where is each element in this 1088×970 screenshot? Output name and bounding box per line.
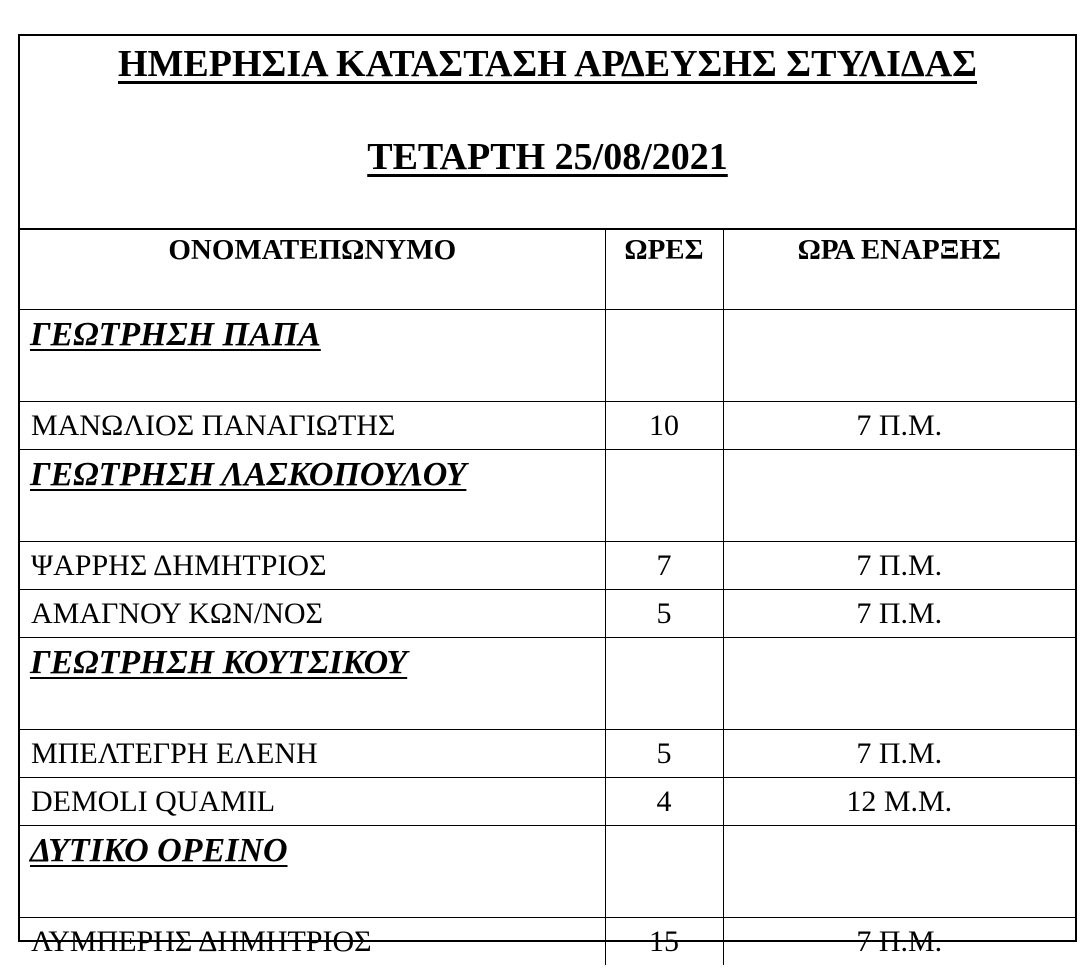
column-header-start-time: ΩΡΑ ΕΝΑΡΞΗΣ	[723, 228, 1075, 310]
section-title-cell	[20, 310, 605, 402]
section-title: ΔΥΤΙΚΟ ΟΡΕΙΝΟ	[30, 832, 288, 869]
title-block	[20, 36, 1075, 230]
start-time: 7 Π.Μ.	[723, 590, 1075, 638]
document-title: ΗΜΕΡΗΣΙΑ ΚΑΤΑΣΤΑΣΗ ΑΡΔΕΥΣΗΣ ΣΤΥΛΙΔΑΣ	[118, 43, 977, 85]
irrigation-table	[20, 228, 1075, 965]
start-time: 7 Π.Μ.	[723, 730, 1075, 778]
section-hours-cell	[605, 638, 723, 730]
start-time: 12 Μ.Μ.	[723, 778, 1075, 826]
start-time: 7 Π.Μ.	[723, 402, 1075, 450]
person-name: DEMOLI QUAMIL	[20, 778, 605, 826]
irrigation-hours: 5	[605, 590, 723, 638]
document-date: ΤΕΤΑΡΤΗ 25/08/2021	[367, 136, 728, 178]
start-time: 7 Π.Μ.	[723, 918, 1075, 966]
section-title: ΓΕΩΤΡΗΣΗ ΚΟΥΤΣΙΚΟΥ	[30, 644, 408, 681]
document-title-line	[20, 42, 1075, 86]
person-name: ΨΑΡΡΗΣ ΔΗΜΗΤΡΙΟΣ	[20, 542, 605, 590]
start-time: 7 Π.Μ.	[723, 542, 1075, 590]
table-row	[20, 778, 1075, 826]
table-row	[20, 402, 1075, 450]
document-date-line	[20, 135, 1075, 179]
section-title: ΓΕΩΤΡΗΣΗ ΠΑΠΑ	[30, 316, 321, 353]
section-hours-cell	[605, 450, 723, 542]
person-name: ΛΥΜΠΕΡΗΣ ΔΗΜΗΤΡΙΟΣ	[20, 918, 605, 966]
table-row	[20, 918, 1075, 966]
section-title-cell	[20, 826, 605, 918]
table-row	[20, 730, 1075, 778]
section-start-cell	[723, 310, 1075, 402]
column-header-name: ΟΝΟΜΑΤΕΠΩΝΥΜΟ	[20, 228, 605, 310]
column-header-hours: ΩΡΕΣ	[605, 228, 723, 310]
person-name: ΑΜΑΓΝΟΥ ΚΩΝ/ΝΟΣ	[20, 590, 605, 638]
irrigation-hours: 7	[605, 542, 723, 590]
section-title: ΓΕΩΤΡΗΣΗ ΛΑΣΚΟΠΟΥΛΟΥ	[30, 456, 467, 493]
table-row	[20, 590, 1075, 638]
irrigation-hours: 5	[605, 730, 723, 778]
section-title-cell	[20, 638, 605, 730]
table-row	[20, 542, 1075, 590]
irrigation-hours: 4	[605, 778, 723, 826]
section-hours-cell	[605, 826, 723, 918]
person-name: ΜΑΝΩΛΙΟΣ ΠΑΝΑΓΙΩΤΗΣ	[20, 402, 605, 450]
section-row	[20, 310, 1075, 402]
table-header-row	[20, 228, 1075, 310]
irrigation-hours: 15	[605, 918, 723, 966]
section-row	[20, 450, 1075, 542]
section-start-cell	[723, 826, 1075, 918]
person-name: ΜΠΕΛΤΕΓΡΗ ΕΛΕΝΗ	[20, 730, 605, 778]
section-start-cell	[723, 638, 1075, 730]
irrigation-hours: 10	[605, 402, 723, 450]
document-frame	[18, 34, 1077, 958]
section-row	[20, 826, 1075, 918]
table-body	[20, 228, 1075, 965]
section-row	[20, 638, 1075, 730]
section-start-cell	[723, 450, 1075, 542]
section-hours-cell	[605, 310, 723, 402]
section-title-cell	[20, 450, 605, 542]
